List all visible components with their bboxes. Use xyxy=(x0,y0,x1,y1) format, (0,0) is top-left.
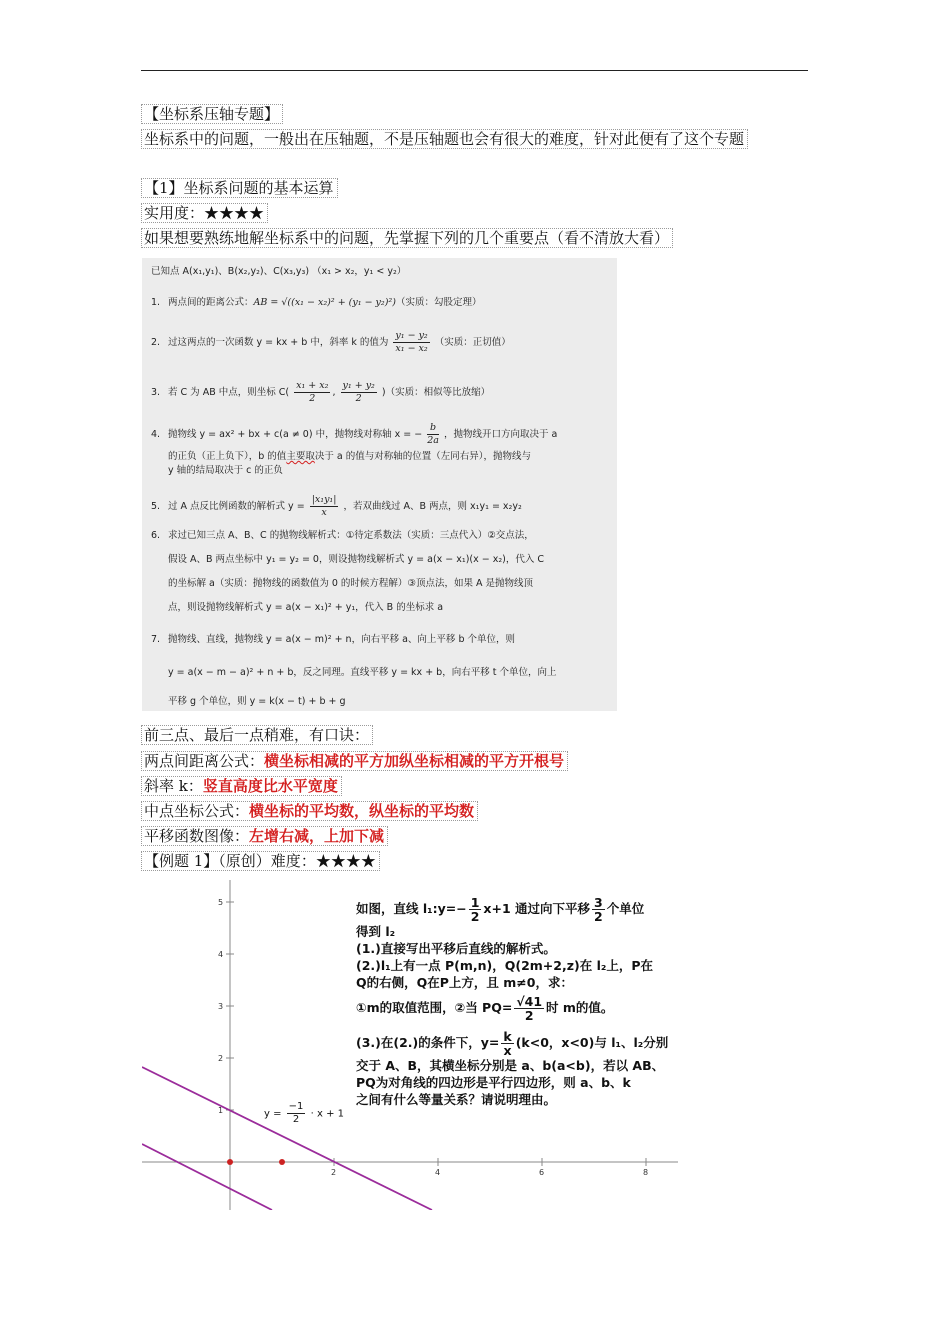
formula-7-line-3: 平移 g 个单位，则 y = k(x − t) + b + g xyxy=(168,696,346,707)
topic-title: 【坐标系压轴专题】 xyxy=(141,104,283,124)
formula-6-line-3: 的坐标解 a（实质：抛物线的函数值为 0 的时候方程解）③顶点法，如果 A 是抛物线顶 xyxy=(168,578,533,589)
mnemonic-item: 斜率 k：竖直高度比水平宽度 xyxy=(141,776,342,796)
mnemonic-item: 平移函数图像：左增右减，上加下减 xyxy=(141,826,388,846)
formula-4: 4. 抛物线 y = ax² + bx + c(a ≠ 0) 中，抛物线对称轴 x = − $\frac{b}{2a}$ ，抛物线开口方向取决于 a xyxy=(151,422,558,446)
formula-4-line-3: y 轴的结局取决于 c 的正负 xyxy=(168,465,283,476)
x-tick-label: 2 xyxy=(331,1168,337,1177)
formula-7-line-2: y = a(x − m − a)² + n + b，反之同理。直线平移 y = kx + b，向右平移 t 个单位，向上 xyxy=(168,667,557,678)
star-rating: ★★★★ xyxy=(204,204,265,222)
formula-7: 7. 抛物线、直线，抛物线 y = a(x − m)² + n，向右平移 a、向上平移 b 个单位，则 xyxy=(151,634,515,645)
point-marker xyxy=(227,1159,233,1165)
problem-text: 如图，直线 l₁:y=− $\frac{1}{2}$ x+1 通过向下平移 $\frac{3}{2}$ 个单位 得到 l₂ (1.)直接写出平移后直线的解析式。 (2.)l₁上有一点 P(m,n)，Q(2m+2,z)在 l₂上，P在 Q的右侧，Q在P上方，且 m≠0，求： ①m的取值范围，②当 PQ= $\frac{√41}{2}$ 时 m的值。 (3.)在(2.)的条件下，y= $\frac{k}{x}$ (k<0，x<0)与 l₁、l₂分别 交于 A、B，其横坐标分别是 a、b(a<b)，若以 AB、 PQ为对角线的四边形是平行四边形，则 a、b、k 之间有什么等量关系？请说明理由。 xyxy=(356,895,669,1107)
formula-6-line-4: 点，则设抛物线解析式 y = a(x − x₁)² + y₁，代入 B 的坐标求 a xyxy=(168,602,444,613)
y-tick-label: 3 xyxy=(218,1002,224,1011)
topic-intro: 坐标系中的问题，一般出在压轴题，不是压轴题也会有很大的难度，针对此便有了这个专题 xyxy=(141,129,748,149)
mnemonic-item: 中点坐标公式：横坐标的平均数，纵坐标的平均数 xyxy=(141,801,478,821)
section-title: 【1】坐标系问题的基本运算 xyxy=(141,178,338,198)
usefulness-rating: 实用度：★★★★ xyxy=(141,203,268,223)
formula-6: 6. 求过已知三点 A、B、C 的抛物线解析式：①待定系数法（实质：三点代入）②交点法， xyxy=(151,530,534,541)
y-tick-label: 5 xyxy=(218,898,224,907)
formula-1: 1. 两点间的距离公式：AB = √((x₁ − x₂)² + (y₁ − y₂)²)（实质：勾股定理） xyxy=(151,297,482,308)
line-equation-label: y = $\frac{-1}{2}$ · x + 1 xyxy=(264,1101,344,1125)
formula-3: 3. 若 C 为 AB 中点，则坐标 C( $\frac{\text{x₁ + x₂}}{2}$ , $\frac{\text{y₁ + y₂}}{2}$ )（实质：相似等比放缩） xyxy=(151,380,491,404)
formula-6-line-2: 假设 A、B 两点坐标中 y₁ = y₂ = 0，则设抛物线解析式 y = a(x − x₁)(x − x₂)，代入 C xyxy=(168,554,545,565)
x-tick-label: 6 xyxy=(539,1168,545,1177)
mnemonic-item: 两点间距离公式：横坐标相减的平方加纵坐标相减的平方开根号 xyxy=(141,751,568,771)
point-marker xyxy=(279,1159,285,1165)
example-figure xyxy=(142,876,678,1210)
section-lead: 如果想要熟练地解坐标系中的问题，先掌握下列的几个重要点（看不清放大看） xyxy=(141,228,673,248)
formula-5: 5. 过 A 点反比例函数的解析式 y = $\frac{\text{|x₁y₁|}}{x}$ ，若双曲线过 A、B 两点，则 x₁y₁ = x₂y₂ xyxy=(151,494,522,518)
top-rule xyxy=(141,70,808,71)
mnemonic-intro: 前三点、最后一点稍难，有口诀： xyxy=(141,725,373,745)
x-tick-label: 4 xyxy=(435,1168,441,1177)
difficulty-stars: ★★★★ xyxy=(315,852,376,870)
formula-2: 2. 过这两点的一次函数 y = kx + b 中，斜率 k 的值为 $\frac{\text{y₁ − y₂}}{\text{x₁ − x₂}}$ （实质：正切值） xyxy=(151,330,511,354)
line-l2 xyxy=(142,1144,272,1210)
x-tick-label: 8 xyxy=(643,1168,649,1177)
example-title: 【例题 1】（原创）难度：★★★★ xyxy=(141,851,380,871)
formula-4-line-2: 的正负（正上负下），b 的值主要取决于 a 的值与对称轴的位置（左同右异），抛物线与 xyxy=(168,451,531,462)
formula-panel xyxy=(142,258,617,711)
y-tick-label: 4 xyxy=(218,950,224,959)
y-tick-label: 2 xyxy=(218,1054,224,1063)
y-tick-label: 1 xyxy=(218,1106,224,1115)
known-points: 已知点 A(x₁,y₁)、B(x₂,y₂)、C(x₃,y₃) （x₁ > x₂，y₁ < y₂） xyxy=(151,266,407,277)
